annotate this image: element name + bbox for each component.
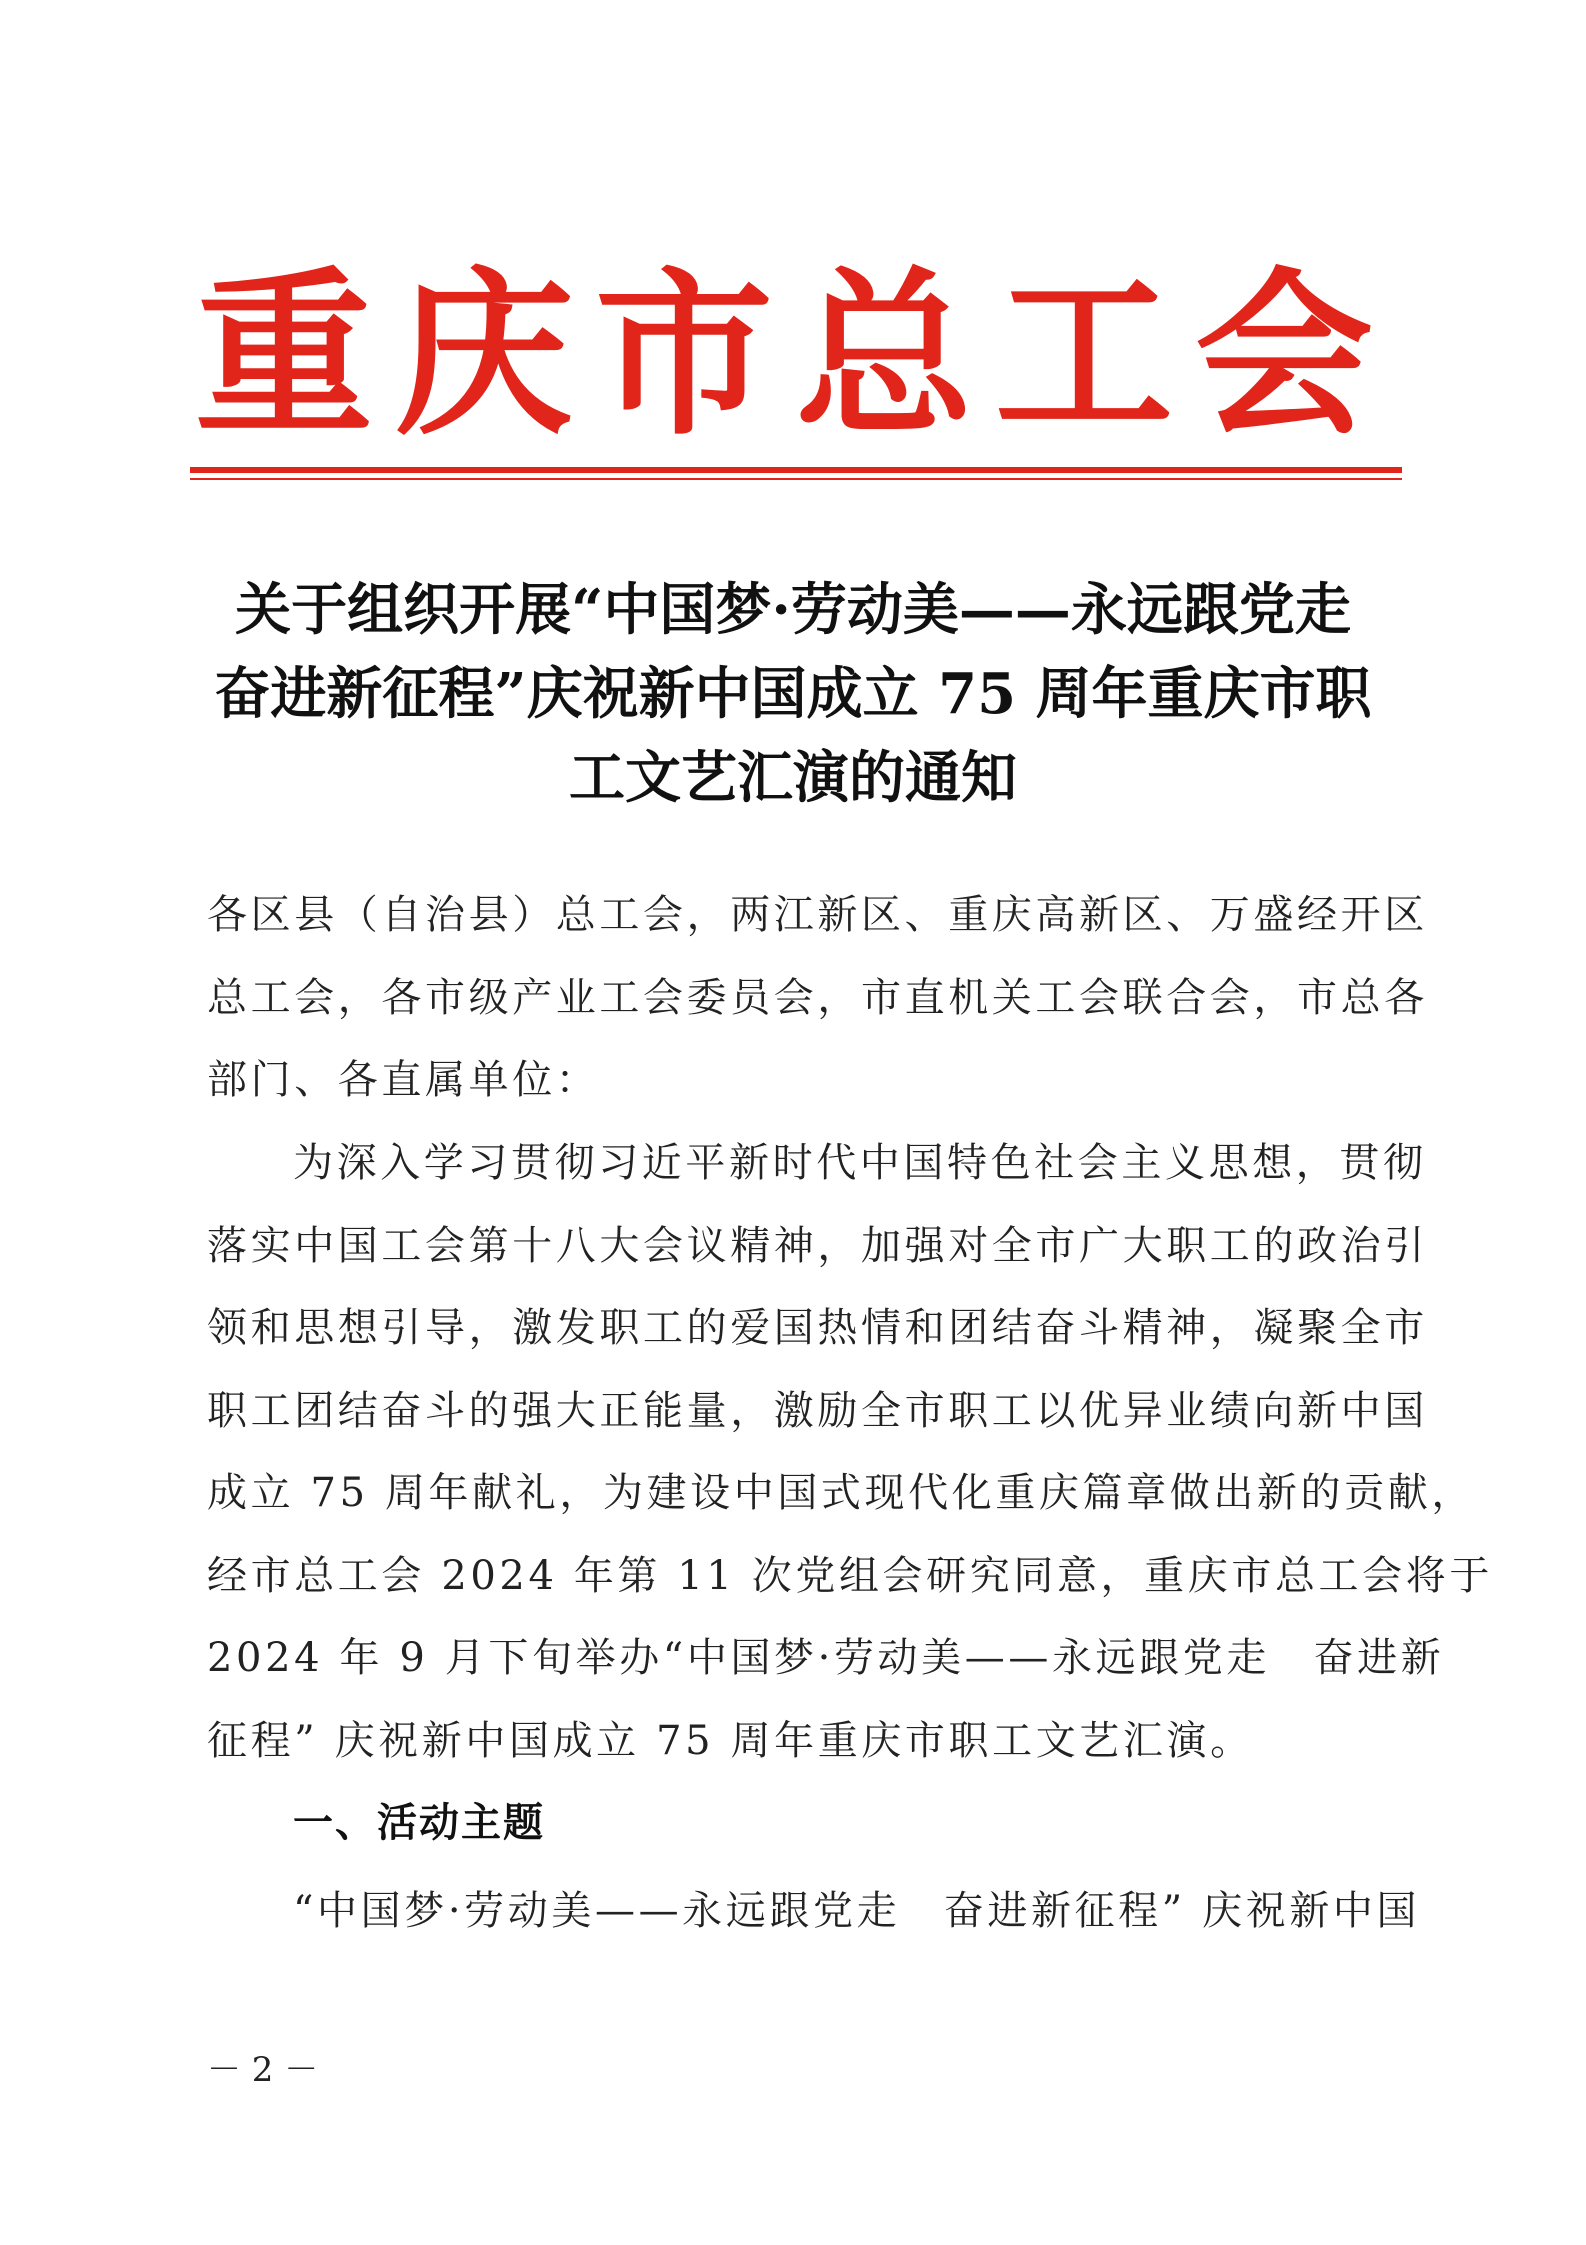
section-1-line: “中国梦·劳动美——永远跟党走 奋进新征程” 庆祝新中国 [293, 1888, 1421, 1934]
paragraph-line: 职工团结奋斗的强大正能量，激励全市职工以优异业绩向新中国 [207, 1387, 1428, 1434]
paragraph-line: 落实中国工会第十八大会议精神，加强对全市广大职工的政治引 [207, 1222, 1428, 1269]
page-number: － 2 － [207, 2050, 319, 2090]
section-heading-activity-theme: 一、活动主题 [293, 1800, 545, 1846]
paragraph-line: 成立 75 周年献礼，为建设中国式现代化重庆篇章做出新的贡献， [207, 1470, 1475, 1516]
masthead-red-rule-thin [190, 478, 1402, 480]
paragraph-line: 为深入学习贯彻习近平新时代中国特色社会主义思想，贯彻 [293, 1140, 1427, 1186]
section-1-body [207, 1870, 1421, 1953]
intro-paragraph [207, 1122, 1493, 1782]
paragraph-line: 征程” 庆祝新中国成立 75 周年重庆市职工文艺汇演。 [207, 1717, 1254, 1764]
addressee-line: 各区县（自治县）总工会，两江新区、重庆高新区、万盛经开区 [207, 892, 1428, 938]
masthead-org-name: 重庆市总工会 [195, 250, 1395, 459]
addressee-line: 部门、各直属单位： [207, 1057, 600, 1103]
document-title [200, 568, 1386, 820]
masthead-red-rule-thick [190, 467, 1402, 473]
paragraph-line: 经市总工会 2024 年第 11 次党组会研究同意，重庆市总工会将于 [207, 1552, 1493, 1599]
paragraph-line: 2024 年 9 月下旬举办“中国梦·劳动美——永远跟党走 奋进新 [207, 1635, 1445, 1681]
paragraph-line: 领和思想引导，激发职工的爱国热情和团结奋斗精神，凝聚全市 [207, 1305, 1428, 1351]
document-title-line: 奋进新征程”庆祝新中国成立 75 周年重庆市职 [214, 661, 1372, 727]
document-title-line: 关于组织开展“中国梦·劳动美——永远跟党走 [235, 577, 1351, 643]
addressee-line: 总工会，各市级产业工会委员会，市直机关工会联合会，市总各 [207, 974, 1428, 1021]
addressee-block [207, 874, 1428, 1122]
document-title-line: 工文艺汇演的通知 [569, 745, 1017, 811]
